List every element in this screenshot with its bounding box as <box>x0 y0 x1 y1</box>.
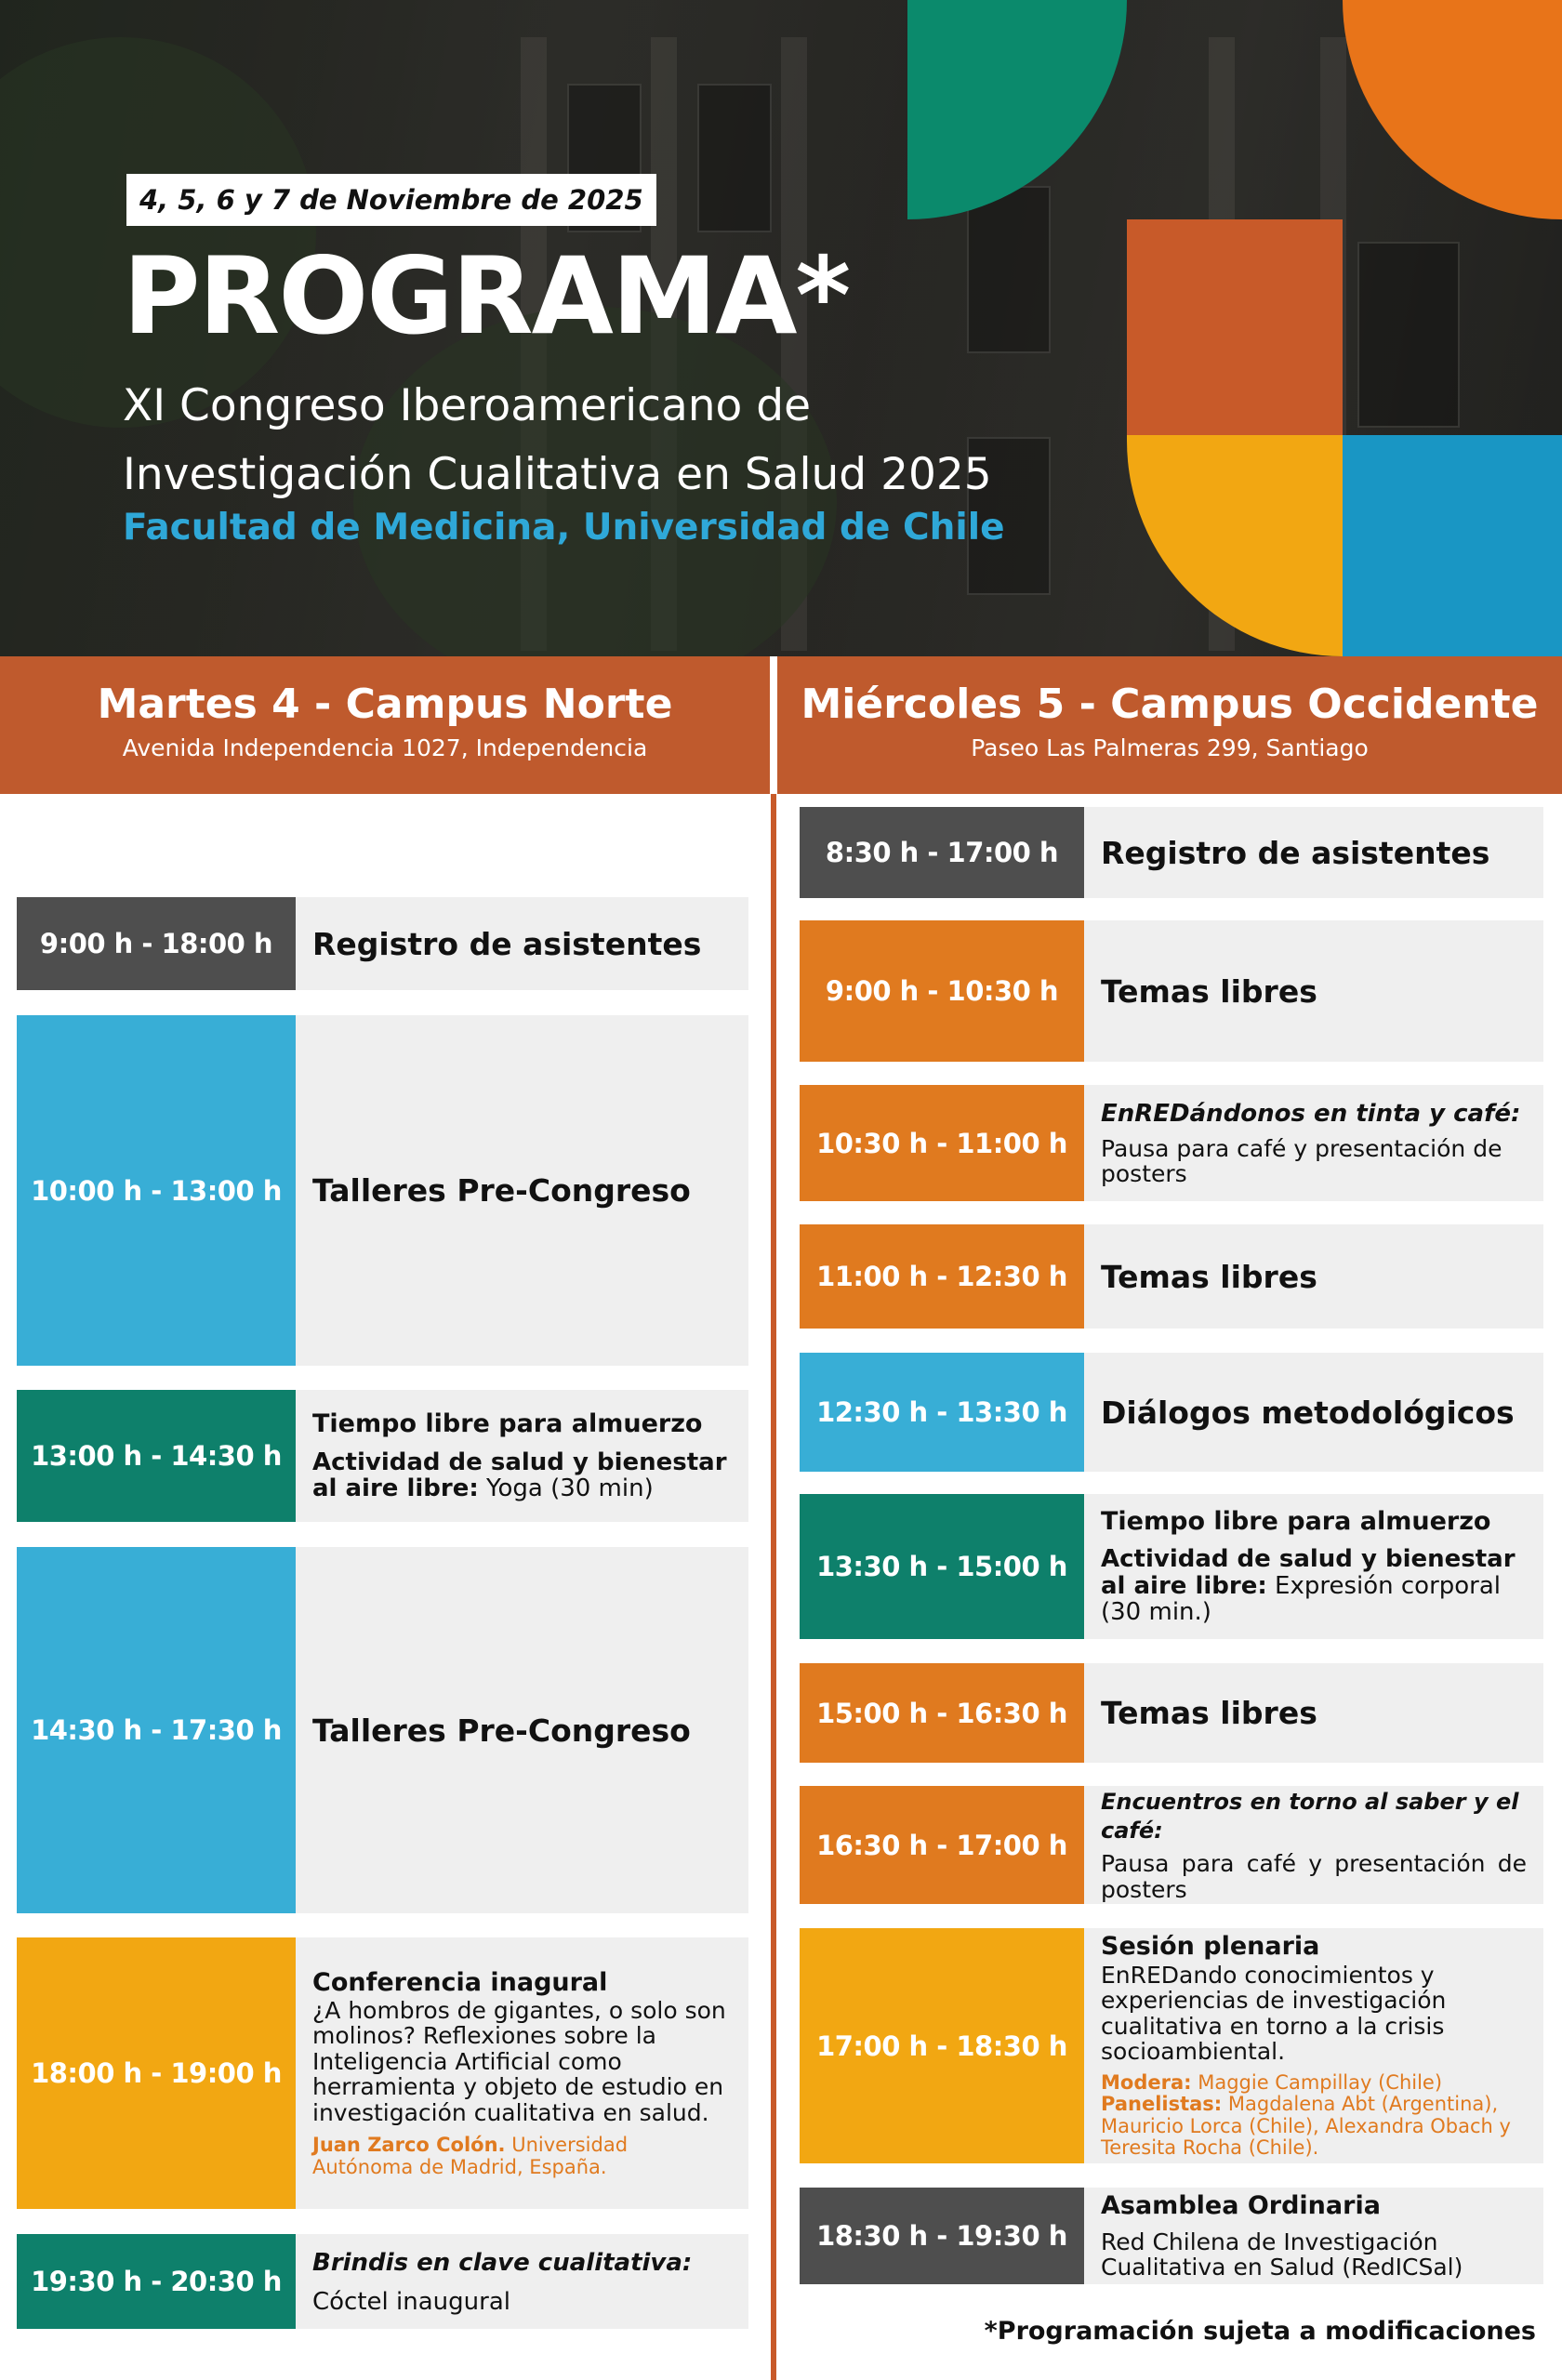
day2-header <box>777 656 1562 794</box>
item-title: Diálogos metodológicos <box>1101 1394 1515 1431</box>
day1-header <box>0 656 770 794</box>
schedule-item <box>800 1786 1543 1904</box>
item-text: Pausa para café y presentación de posters <box>1101 1134 1502 1188</box>
schedule-item <box>17 897 748 990</box>
item-title: Registro de asistentes <box>1101 834 1490 871</box>
item-text: EnREDando conocimientos y experiencias de investigación cualitativa en torno a la crisis socioambiental. <box>1101 1961 1447 2066</box>
time-slot: 19:30 h - 20:30 h <box>17 2234 296 2329</box>
item-description <box>296 2234 748 2329</box>
item-panelists <box>1101 2094 1527 2160</box>
schedule-item <box>800 2188 1543 2284</box>
item-title: Temas libres <box>1101 1695 1317 1731</box>
time-slot: 17:00 h - 18:30 h <box>800 1928 1084 2163</box>
item-title: Encuentros en torno al saber y el café: <box>1101 1788 1519 1844</box>
item-text: Pausa para café y presentación de posters <box>1101 1850 1527 1903</box>
moderator-label: Modera: <box>1101 2070 1192 2094</box>
panelists-label: Panelistas: <box>1101 2093 1223 2116</box>
activity-label: Actividad de salud y bienestar al aire libre: <box>1101 1545 1516 1600</box>
item-description <box>1084 1786 1543 1904</box>
time-slot: 14:30 h - 17:30 h <box>17 1547 296 1913</box>
schedule-item <box>17 2234 748 2329</box>
activity-label: Actividad de salud y bienestar al aire libre: <box>312 1448 727 1503</box>
item-title: Asamblea Ordinaria <box>1101 2191 1381 2221</box>
header-divider <box>770 656 777 794</box>
time-slot: 10:30 h - 11:00 h <box>800 1085 1084 1201</box>
event-dates: 4, 5, 6 y 7 de Noviembre de 2025 <box>139 184 643 216</box>
schedule-item <box>800 1085 1543 1201</box>
schedule-item <box>800 1663 1543 1763</box>
time-slot: 9:00 h - 18:00 h <box>17 897 296 990</box>
congress-name <box>123 372 1145 509</box>
time-slot: 13:00 h - 14:30 h <box>17 1390 296 1522</box>
speaker-affiliation: Universidad Autónoma de Madrid, España. <box>312 2134 629 2178</box>
event-dates-badge <box>126 174 656 226</box>
moderator-name: Maggie Campillay (Chile) <box>1198 2070 1443 2094</box>
footnote: *Programación sujeta a modificaciones <box>984 2317 1536 2346</box>
schedule-item <box>800 807 1543 898</box>
item-title: Talleres Pre-Congreso <box>312 1172 691 1209</box>
building-window <box>1357 242 1460 428</box>
time-slot: 15:00 h - 16:30 h <box>800 1663 1084 1763</box>
time-slot: 8:30 h - 17:00 h <box>800 807 1084 898</box>
item-description <box>1084 1928 1543 2163</box>
item-description <box>296 1547 748 1913</box>
time-slot: 18:00 h - 19:00 h <box>17 1937 296 2209</box>
item-title: Sesión plenaria <box>1101 1932 1320 1962</box>
faculty-name: Facultad de Medicina, Universidad de Chile <box>123 507 1005 549</box>
time-slot: 13:30 h - 15:00 h <box>800 1494 1084 1639</box>
item-title: EnREDándonos en tinta y café: <box>1101 1100 1521 1129</box>
day1-address: Avenida Independencia 1027, Independencia <box>122 734 648 762</box>
item-title: Brindis en clave cualitativa: <box>312 2248 693 2277</box>
item-description <box>1084 807 1543 898</box>
item-title: Conferencia inagural <box>312 1967 608 1997</box>
item-title: Talleres Pre-Congreso <box>312 1712 691 1749</box>
item-description <box>1084 1494 1543 1639</box>
item-activity <box>1101 1546 1527 1626</box>
schedule-item <box>800 1353 1543 1472</box>
decorative-orange-quarter <box>1343 0 1562 219</box>
time-slot: 10:00 h - 13:00 h <box>17 1015 296 1366</box>
item-description <box>1084 1353 1543 1472</box>
item-description <box>1084 1663 1543 1763</box>
decorative-green-quarter <box>907 0 1127 219</box>
decorative-blue-square <box>1343 435 1562 656</box>
column-divider <box>771 794 776 2380</box>
schedule-item <box>17 1937 748 2209</box>
item-description <box>1084 920 1543 1062</box>
congress-name-line2: Investigación Cualitativa en Salud 2025 <box>123 449 992 500</box>
page-title: PROGRAMA* <box>123 234 850 358</box>
item-title: Tiempo libre para almuerzo <box>312 1409 703 1439</box>
item-title: Temas libres <box>1101 1258 1317 1295</box>
schedule-item <box>800 1224 1543 1329</box>
item-speaker <box>312 2135 732 2178</box>
activity-text: Yoga (30 min) <box>486 1474 654 1503</box>
item-description <box>1084 2188 1543 2284</box>
item-description <box>296 1015 748 1366</box>
item-text: Cóctel inaugural <box>312 2287 510 2316</box>
decorative-yellow-quarter <box>1127 435 1343 656</box>
decorative-rust-square <box>1127 219 1343 435</box>
day2-address: Paseo Las Palmeras 299, Santiago <box>971 734 1369 762</box>
schedule-item <box>17 1547 748 1913</box>
building-window <box>967 186 1051 353</box>
day1-title: Martes 4 - Campus Norte <box>97 681 673 728</box>
time-slot: 12:30 h - 13:30 h <box>800 1353 1084 1472</box>
congress-name-line1: XI Congreso Iberoamericano de <box>123 380 811 431</box>
activity-text: Expresión corporal (30 min.) <box>1101 1571 1502 1627</box>
item-description <box>296 1390 748 1522</box>
item-moderator <box>1101 2072 1527 2095</box>
item-title: Tiempo libre para almuerzo <box>1101 1506 1491 1536</box>
schedule-item <box>800 1928 1543 2163</box>
item-description <box>296 1937 748 2209</box>
panelists-names: Magdalena Abt (Argentina), Mauricio Lorca (Chile), Alexandra Obach y Teresita Rocha (Chile). <box>1101 2093 1511 2160</box>
schedule-item <box>17 1015 748 1366</box>
time-slot: 11:00 h - 12:30 h <box>800 1224 1084 1329</box>
item-description <box>1084 1224 1543 1329</box>
item-description <box>296 897 748 990</box>
item-text: ¿A hombros de gigantes, o solo son molinos? Reflexiones sobre la Inteligencia Artificial como herramienta y objeto de estudio en investigación cualitativa en salud. <box>312 1996 726 2126</box>
schedule-item <box>800 1494 1543 1639</box>
hero-banner <box>0 0 1562 656</box>
item-text: Red Chilena de Investigación Cualitativa en Salud (RedICSal) <box>1101 2228 1463 2281</box>
item-title: Temas libres <box>1101 972 1317 1010</box>
item-activity <box>312 1449 732 1502</box>
day2-title: Miércoles 5 - Campus Occidente <box>801 681 1539 728</box>
schedule-item <box>800 920 1543 1062</box>
building-window <box>697 84 772 232</box>
speaker-name: Juan Zarco Colón. <box>312 2134 506 2157</box>
item-title: Registro de asistentes <box>312 925 702 962</box>
schedule-item <box>17 1390 748 1522</box>
time-slot: 9:00 h - 10:30 h <box>800 920 1084 1062</box>
time-slot: 16:30 h - 17:00 h <box>800 1786 1084 1904</box>
time-slot: 18:30 h - 19:30 h <box>800 2188 1084 2284</box>
item-description <box>1084 1085 1543 1201</box>
tree-silhouette <box>0 37 316 428</box>
